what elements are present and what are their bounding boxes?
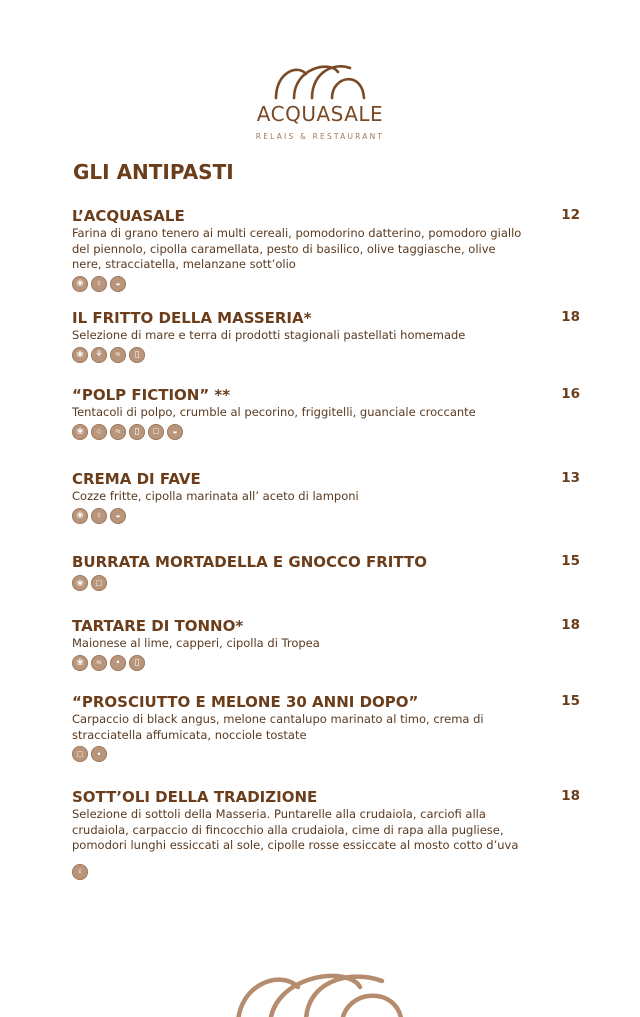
allergen-list <box>72 347 584 363</box>
nuts-icon: • <box>110 655 126 671</box>
item-name: L’ACQUASALE <box>72 207 185 225</box>
section-title: GLI ANTIPASTI <box>73 160 234 184</box>
gluten-icon: ❀ <box>72 655 88 671</box>
brand-tagline: RELAIS & RESTAURANT <box>255 132 385 141</box>
egg-icon: ○ <box>91 424 107 440</box>
soy-icon: ▯ <box>129 655 145 671</box>
arches-logo-icon <box>232 965 408 1017</box>
item-price: 18 <box>561 617 580 633</box>
gluten-icon: ❀ <box>72 424 88 440</box>
menu-item <box>72 788 584 880</box>
celery-icon: ⚘ <box>91 347 107 363</box>
item-description: Tentacoli di polpo, crumble al pecorino, friggitelli, guanciale croccante <box>72 405 476 419</box>
menu-item <box>72 309 584 363</box>
soy-icon: ▯ <box>129 347 145 363</box>
menu-item <box>72 553 584 591</box>
item-name: IL FRITTO DELLA MASSERIA* <box>72 309 312 327</box>
item-name: SOTT’OLI DELLA TRADIZIONE <box>72 788 318 806</box>
item-price: 15 <box>561 553 580 569</box>
gluten-icon: ❀ <box>72 508 88 524</box>
gluten-icon: ❀ <box>72 575 88 591</box>
brand-logo <box>0 58 640 141</box>
item-price: 12 <box>561 207 580 223</box>
allergen-list <box>72 864 584 880</box>
item-price: 18 <box>561 788 580 804</box>
soy-icon: ▯ <box>129 424 145 440</box>
brand-name: ACQUASALE <box>256 102 384 126</box>
footer-logo <box>0 965 640 1017</box>
item-name: “PROSCIUTTO E MELONE 30 ANNI DOPO” <box>72 693 419 711</box>
allergen-list <box>72 655 584 671</box>
item-description: Maionese al lime, capperi, cipolla di Tropea <box>72 636 320 650</box>
milk-icon: ♀ <box>91 276 107 292</box>
menu-item <box>72 207 584 292</box>
menu-item <box>72 617 584 671</box>
shellfish-icon: ◒ <box>167 424 183 440</box>
gluten-icon: ❀ <box>72 347 88 363</box>
item-price: 16 <box>561 386 580 402</box>
allergen-list <box>72 575 584 591</box>
menu-item <box>72 470 584 524</box>
item-price: 18 <box>561 309 580 325</box>
allergen-list <box>72 508 584 524</box>
milk-icon: ♀ <box>91 508 107 524</box>
item-description: Cozze fritte, cipolla marinata all’ aceto di lamponi <box>72 489 359 503</box>
item-name: TARTARE DI TONNO* <box>72 617 244 635</box>
allergen-list <box>72 746 584 762</box>
item-description: Selezione di sottoli della Masseria. Puntarelle alla crudaiola, carciofi alla crudaiola, carpaccio di fincocchio alla crudaiola, cime di rapa alla pugliese, pomodori lunghi essiccati al sole, cipolle rosse essiccate al mosto cotto d’uva <box>72 807 519 852</box>
item-name: “POLP FICTION” ** <box>72 386 231 404</box>
arches-logo-icon <box>272 58 368 100</box>
allergen-list <box>72 276 584 292</box>
item-description: Selezione di mare e terra di prodotti stagionali pastellati homemade <box>72 328 466 342</box>
allergen-list <box>72 424 584 440</box>
shellfish-icon: ◒ <box>110 276 126 292</box>
item-price: 15 <box>561 693 580 709</box>
sulphite-icon: □ <box>148 424 164 440</box>
gluten-icon: ❀ <box>72 276 88 292</box>
sulphite-icon: □ <box>72 746 88 762</box>
shellfish-icon: ◒ <box>110 508 126 524</box>
milk-icon: ♀ <box>72 864 88 880</box>
menu-item <box>72 386 584 440</box>
item-description: Carpaccio di black angus, melone cantalupo marinato al timo, crema di stracciatella affumicata, nocciole tostate <box>72 712 484 742</box>
fish-icon: ≈ <box>110 347 126 363</box>
fish-icon: ≈ <box>91 655 107 671</box>
item-price: 13 <box>561 470 580 486</box>
item-name: CREMA DI FAVE <box>72 470 201 488</box>
nuts-icon: • <box>91 746 107 762</box>
sulphite-icon: □ <box>91 575 107 591</box>
menu-item <box>72 693 584 762</box>
item-description: Farina di grano tenero ai multi cereali, pomodorino datterino, pomodoro giallo del piennolo, cipolla caramellata, pesto di basilico, olive taggiasche, olive nere, stracciatella, melanzane sott’olio <box>72 226 522 271</box>
fish-icon: ≈ <box>110 424 126 440</box>
item-name: BURRATA MORTADELLA E GNOCCO FRITTO <box>72 553 427 571</box>
